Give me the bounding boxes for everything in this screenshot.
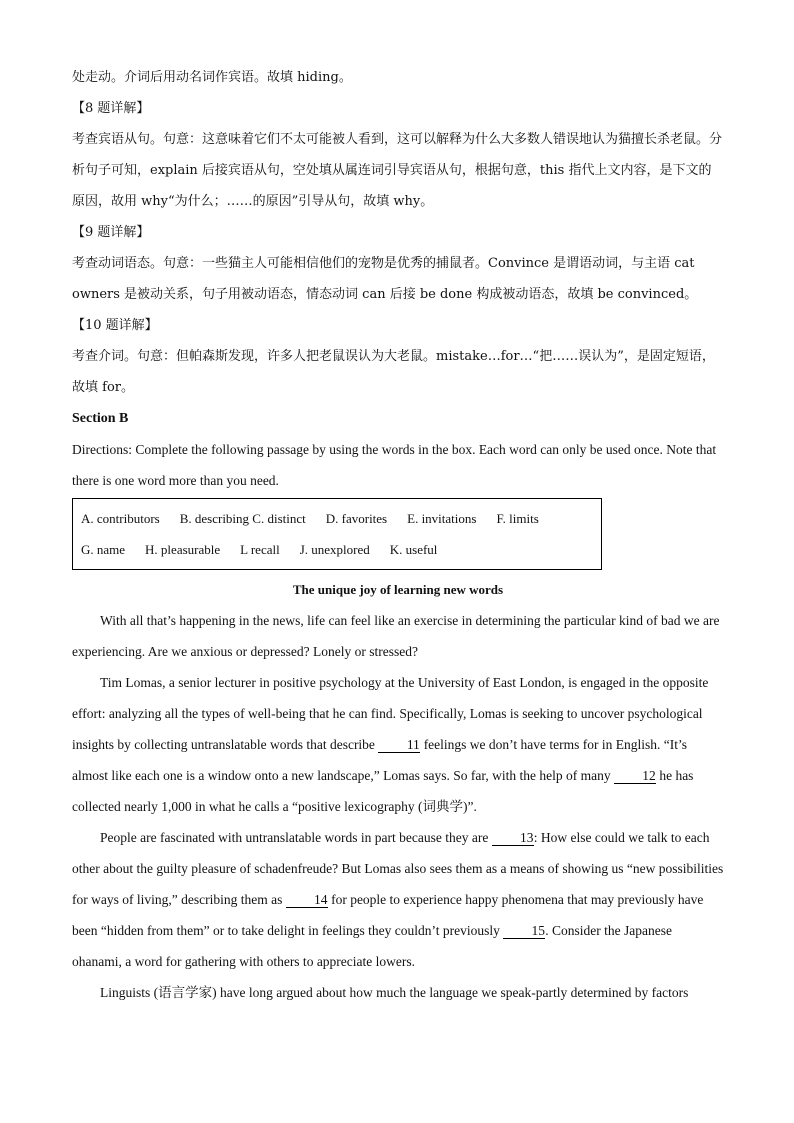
question-9-heading: 【9 题详解】 <box>72 225 150 240</box>
question-8-heading: 【8 题详解】 <box>72 101 150 116</box>
blank-11: 11 <box>378 738 420 753</box>
word-option: D. favorites <box>325 511 388 526</box>
question-10-heading: 【10 题详解】 <box>72 318 158 333</box>
word-option: G. name <box>81 542 126 557</box>
word-option: B. describing C. distinct <box>179 511 306 526</box>
document-content <box>72 62 724 1008</box>
paragraph-text: Tim Lomas, a senior lecturer in positive psychology at the University of East London, is engaged in the opposite effort: analyzing all the types of well-being that he can find. Specifically, Lomas is seeking to uncover psychological insights by collecting untranslatable words that describe <box>72 675 709 752</box>
blank-12: 12 <box>614 769 656 784</box>
paragraph-text: People are fascinated with untranslatable words in part because they are <box>100 830 492 845</box>
word-option: F. limits <box>496 511 539 526</box>
passage-paragraph-1: With all that’s happening in the news, life can feel like an exercise in determining the particular kind of bad we are experiencing. Are we anxious or depressed? Lonely or stressed? <box>72 613 720 659</box>
word-option: L recall <box>240 542 280 557</box>
question-9-explanation: 考查动词语态。句意：一些猫主人可能相信他们的宠物是优秀的捕鼠者。Convince 是谓语动词，与主语 cat owners 是被动关系，句子用被动语态，情态动词 can 后接 be done 构成被动语态，故填 be convinced。 <box>72 256 698 302</box>
question-10-explanation: 考查介词。句意：但帕森斯发现，许多人把老鼠误认为大老鼠。mistake…for…“把……误认为”，是固定短语，故填 for。 <box>72 349 715 395</box>
word-box <box>72 498 602 570</box>
word-option: J. unexplored <box>299 542 370 557</box>
section-title: Section B <box>72 411 129 426</box>
word-option: E. invitations <box>407 511 477 526</box>
blank-14: 14 <box>286 893 328 908</box>
answer-explanation-7-end: 处走动。介词后用动名词作宾语。故填 hiding。 <box>72 70 352 85</box>
word-box-row-1 <box>81 503 593 534</box>
word-option: K. useful <box>389 542 438 557</box>
paragraph-text: feelings we don’t have terms for in English. “It’s almost like each one is a window onto a new landscape,” Lomas says. So far, with the help of many <box>72 737 688 783</box>
question-8-explanation: 考查宾语从句。句意：这意味着它们不太可能被人看到，这可以解释为什么大多数人错误地认为猫擅长杀老鼠。分析句子可知，explain 后接宾语从句，空处填从属连词引导宾语从句，根据句意，this 指代上文内容，是下文的原因，故用 why“为什么；……的原因”引导从句，故填 why。 <box>72 132 723 209</box>
passage-paragraph-4: Linguists (语言学家) have long argued about how much the language we speak-partly determined by factors <box>100 985 689 1000</box>
passage-title: The unique joy of learning new words <box>292 582 504 597</box>
paragraph-text: he has collected nearly 1,000 in what he calls a “positive lexicography (词典学)”. <box>72 768 694 814</box>
word-option: H. pleasurable <box>145 542 221 557</box>
paragraph-text: . Consider the Japanese ohanami, a word for gathering with others to appreciate lowers. <box>72 923 672 969</box>
passage-paragraph-3 <box>72 822 724 977</box>
directions: Directions: Complete the following passage by using the words in the box. Each word can only be used once. Note that there is one word more than you need. <box>72 442 717 488</box>
paragraph-text: : How else could we talk to each other about the guilty pleasure of schadenfreude? But Lomas also sees them as a means of showing us “new possibilities for ways of living,” describing them as <box>72 830 724 907</box>
blank-15: 15 <box>503 924 545 939</box>
word-box-row-2 <box>81 534 593 565</box>
blank-13: 13 <box>492 831 534 846</box>
passage-paragraph-2 <box>72 667 724 822</box>
word-option: A. contributors <box>81 511 160 526</box>
paragraph-text: for people to experience happy phenomena that may previously have been “hidden from them” or to take delight in feelings they couldn’t previously <box>72 892 704 938</box>
